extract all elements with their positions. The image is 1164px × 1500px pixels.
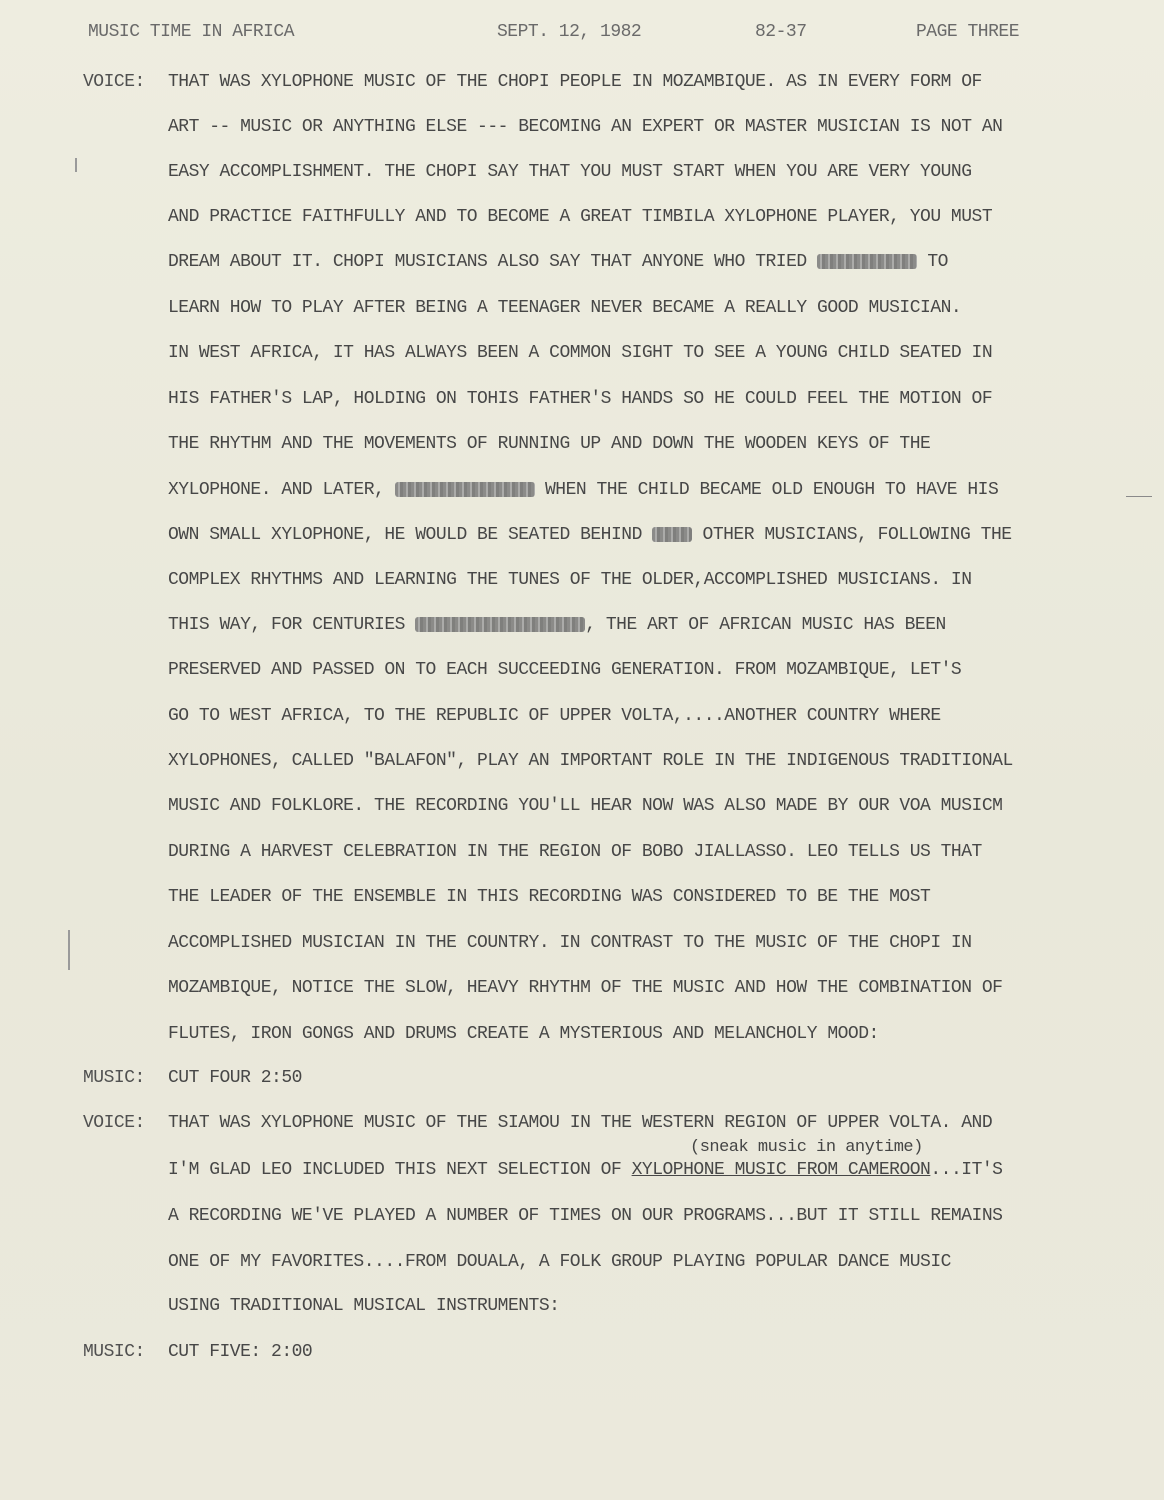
script-line: MOZAMBIQUE, NOTICE THE SLOW, HEAVY RHYTHM OF THE MUSIC AND HOW THE COMBINATION OF — [168, 978, 1003, 998]
margin-mark — [75, 158, 77, 172]
redaction-smudge — [395, 482, 535, 497]
script-line: FLUTES, IRON GONGS AND DRUMS CREATE A MYSTERIOUS AND MELANCHOLY MOOD: — [168, 1024, 879, 1044]
script-line: PRESERVED AND PASSED ON TO EACH SUCCEEDING GENERATION. FROM MOZAMBIQUE, LET'S — [168, 660, 962, 680]
broadcast-date: SEPT. 12, 1982 — [497, 22, 642, 42]
speaker-label-voice: VOICE: — [83, 72, 145, 92]
script-line: IN WEST AFRICA, IT HAS ALWAYS BEEN A COMMON SIGHT TO SEE A YOUNG CHILD SEATED IN — [168, 343, 993, 363]
script-line: THAT WAS XYLOPHONE MUSIC OF THE CHOPI PEOPLE IN MOZAMBIQUE. AS IN EVERY FORM OF — [168, 72, 982, 92]
script-line — [168, 480, 998, 500]
speaker-label-voice: VOICE: — [83, 1113, 145, 1133]
script-line: DURING A HARVEST CELEBRATION IN THE REGION OF BOBO JIALLASSO. LEO TELLS US THAT — [168, 842, 982, 862]
script-line: GO TO WEST AFRICA, TO THE REPUBLIC OF UPPER VOLTA,....ANOTHER COUNTRY WHERE — [168, 706, 941, 726]
script-text: OTHER MUSICIANS, FOLLOWING THE — [702, 525, 1012, 545]
handwritten-note: (sneak music in anytime) — [690, 1138, 923, 1157]
speaker-label-music: MUSIC: — [83, 1068, 145, 1088]
speaker-label-music: MUSIC: — [83, 1342, 145, 1362]
redaction-smudge — [415, 617, 585, 632]
script-line — [168, 525, 1012, 545]
margin-mark — [1126, 496, 1152, 497]
script-line: USING TRADITIONAL MUSICAL INSTRUMENTS: — [168, 1296, 560, 1316]
script-text: DREAM ABOUT IT. CHOPI MUSICIANS ALSO SAY THAT ANYONE WHO TRIED — [168, 252, 807, 272]
script-text: ...IT'S — [930, 1160, 1003, 1180]
script-line — [168, 252, 948, 272]
page-header — [0, 22, 1164, 46]
script-line: LEARN HOW TO PLAY AFTER BEING A TEENAGER NEVER BECAME A REALLY GOOD MUSICIAN. — [168, 298, 962, 318]
script-text: WHEN THE CHILD BECAME OLD ENOUGH TO HAVE HIS — [544, 480, 999, 500]
redaction-smudge — [817, 254, 917, 269]
program-code: 82-37 — [755, 22, 807, 42]
margin-mark — [68, 930, 70, 970]
script-text: I'M GLAD LEO INCLUDED THIS NEXT SELECTION OF — [168, 1160, 622, 1180]
script-text: THIS WAY, FOR CENTURIES — [168, 615, 405, 635]
script-text: TO — [927, 252, 948, 272]
script-text: OWN SMALL XYLOPHONE, HE WOULD BE SEATED BEHIND — [168, 525, 642, 545]
script-line: COMPLEX RHYTHMS AND LEARNING THE TUNES OF THE OLDER,ACCOMPLISHED MUSICIANS. IN — [168, 570, 972, 590]
script-text: XYLOPHONE. AND LATER, — [168, 480, 385, 500]
program-title: MUSIC TIME IN AFRICA — [88, 22, 295, 42]
script-line: XYLOPHONES, CALLED "BALAFON", PLAY AN IMPORTANT ROLE IN THE INDIGENOUS TRADITIONAL — [168, 751, 1013, 771]
script-line: EASY ACCOMPLISHMENT. THE CHOPI SAY THAT YOU MUST START WHEN YOU ARE VERY YOUNG — [168, 162, 972, 182]
script-line: HIS FATHER'S LAP, HOLDING ON TOHIS FATHER'S HANDS SO HE COULD FEEL THE MOTION OF — [168, 389, 993, 409]
underlined-selection: XYLOPHONE MUSIC FROM CAMEROON — [631, 1160, 931, 1180]
page-number: PAGE THREE — [916, 22, 1020, 42]
script-line: ACCOMPLISHED MUSICIAN IN THE COUNTRY. IN CONTRAST TO THE MUSIC OF THE CHOPI IN — [168, 933, 972, 953]
script-line — [168, 1160, 1002, 1180]
music-cue: CUT FIVE: 2:00 — [168, 1342, 313, 1362]
script-line: THAT WAS XYLOPHONE MUSIC OF THE SIAMOU IN THE WESTERN REGION OF UPPER VOLTA. AND — [168, 1113, 993, 1133]
script-line: MUSIC AND FOLKLORE. THE RECORDING YOU'LL HEAR NOW WAS ALSO MADE BY OUR VOA MUSICM — [168, 796, 1003, 816]
script-text: , THE ART OF AFRICAN MUSIC HAS BEEN — [585, 615, 946, 635]
music-cue: CUT FOUR 2:50 — [168, 1068, 302, 1088]
script-line: ART -- MUSIC OR ANYTHING ELSE --- BECOMING AN EXPERT OR MASTER MUSICIAN IS NOT AN — [168, 117, 1003, 137]
redaction-smudge — [652, 527, 692, 542]
script-line: ONE OF MY FAVORITES....FROM DOUALA, A FOLK GROUP PLAYING POPULAR DANCE MUSIC — [168, 1252, 951, 1272]
script-line: THE LEADER OF THE ENSEMBLE IN THIS RECORDING WAS CONSIDERED TO BE THE MOST — [168, 887, 931, 907]
script-line — [168, 615, 946, 635]
script-line: THE RHYTHM AND THE MOVEMENTS OF RUNNING UP AND DOWN THE WOODEN KEYS OF THE — [168, 434, 931, 454]
script-line: AND PRACTICE FAITHFULLY AND TO BECOME A GREAT TIMBILA XYLOPHONE PLAYER, YOU MUST — [168, 207, 993, 227]
script-line: A RECORDING WE'VE PLAYED A NUMBER OF TIMES ON OUR PROGRAMS...BUT IT STILL REMAINS — [168, 1206, 1003, 1226]
